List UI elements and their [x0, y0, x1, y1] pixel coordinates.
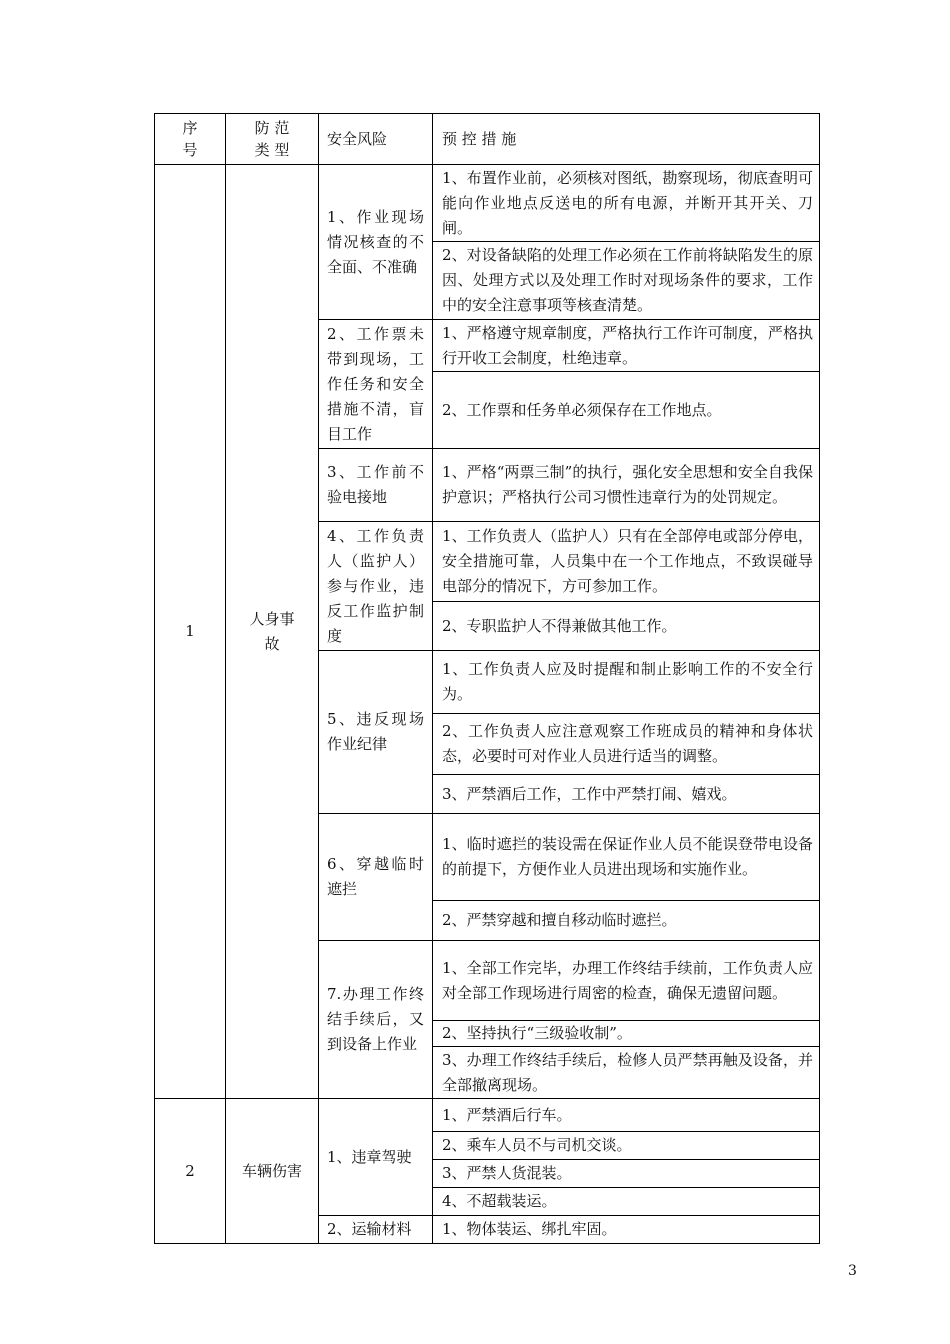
- measure-cell: 2、乘车人员不与司机交谈。: [433, 1132, 820, 1160]
- measure-cell: 1、严禁酒后行车。: [433, 1099, 820, 1132]
- measure-cell: 4、不超载装运。: [433, 1188, 820, 1216]
- measure-cell: 2、工作票和任务单必须保存在工作地点。: [433, 372, 820, 449]
- risk-cell: 1、作业现场情况核查的不全面、不准确: [319, 165, 433, 320]
- measure-cell: 1、物体装运、绑扎牢固。: [433, 1216, 820, 1244]
- measure-cell: 1、严格“两票三制”的执行，强化安全思想和安全自我保护意识；严格执行公司习惯性违章行为的处罚规定。: [433, 449, 820, 522]
- risk-cell: 6、穿越临时遮拦: [319, 814, 433, 941]
- risk-cell: 1、违章驾驶: [319, 1099, 433, 1216]
- measure-cell: 2、严禁穿越和擅自移动临时遮拦。: [433, 901, 820, 941]
- header-risk: 安全风险: [319, 114, 433, 165]
- section-1-no: 1: [155, 165, 226, 1099]
- measure-cell: 3、办理工作终结手续后，检修人员严禁再触及设备，并全部撤离现场。: [433, 1047, 820, 1099]
- risk-control-table: [154, 113, 820, 1244]
- measure-cell: 1、全部工作完毕，办理工作终结手续前，工作负责人应对全部工作现场进行周密的检查，确保无遗留问题。: [433, 941, 820, 1021]
- measure-cell: 1、临时遮拦的装设需在保证作业人员不能误登带电设备的前提下，方便作业人员进出现场和实施作业。: [433, 814, 820, 901]
- measure-cell: 1、布置作业前，必须核对图纸，勘察现场，彻底查明可能向作业地点反送电的所有电源，并断开其开关、刀闸。: [433, 165, 820, 242]
- header-type: 防 范 类 型: [226, 114, 319, 165]
- measure-cell: 2、对设备缺陷的处理工作必须在工作前将缺陷发生的原因、处理方式以及处理工作时对现场条件的要求，工作中的安全注意事项等核查清楚。: [433, 242, 820, 320]
- section-1-type: 人身事 故: [226, 165, 319, 1099]
- risk-cell: 2、工作票未带到现场，工作任务和安全措施不清，盲目工作: [319, 320, 433, 449]
- header-no: 序 号: [155, 114, 226, 165]
- page-number: 3: [848, 1263, 857, 1279]
- table-row: [155, 165, 820, 242]
- measure-cell: 2、专职监护人不得兼做其他工作。: [433, 602, 820, 651]
- risk-cell: 5、违反现场作业纪律: [319, 651, 433, 814]
- risk-cell: 7.办理工作终结手续后，又到设备上作业: [319, 941, 433, 1099]
- risk-cell: 3、工作前不验电接地: [319, 449, 433, 522]
- section-2-no: 2: [155, 1099, 226, 1244]
- section-2-type: 车辆伤害: [226, 1099, 319, 1244]
- measure-cell: 1、严格遵守规章制度，严格执行工作许可制度，严格执行开收工会制度，杜绝违章。: [433, 320, 820, 372]
- risk-cell: 2、运输材料: [319, 1216, 433, 1244]
- measure-cell: 2、坚持执行“三级验收制”。: [433, 1021, 820, 1047]
- measure-cell: 3、严禁人货混装。: [433, 1160, 820, 1188]
- measure-cell: 1、工作负责人应及时提醒和制止影响工作的不安全行为。: [433, 651, 820, 714]
- risk-cell: 4、工作负责人（监护人）参与作业，违反工作监护制度: [319, 522, 433, 651]
- measure-cell: 3、严禁酒后工作，工作中严禁打闹、嬉戏。: [433, 775, 820, 814]
- measure-cell: 2、工作负责人应注意观察工作班成员的精神和身体状态，必要时可对作业人员进行适当的调整。: [433, 714, 820, 775]
- header-measures: 预 控 措 施: [433, 114, 820, 165]
- header-row: [155, 114, 820, 165]
- measure-cell: 1、工作负责人（监护人）只有在全部停电或部分停电，安全措施可靠，人员集中在一个工作地点，不致误碰导电部分的情况下，方可参加工作。: [433, 522, 820, 602]
- table-row: [155, 1099, 820, 1132]
